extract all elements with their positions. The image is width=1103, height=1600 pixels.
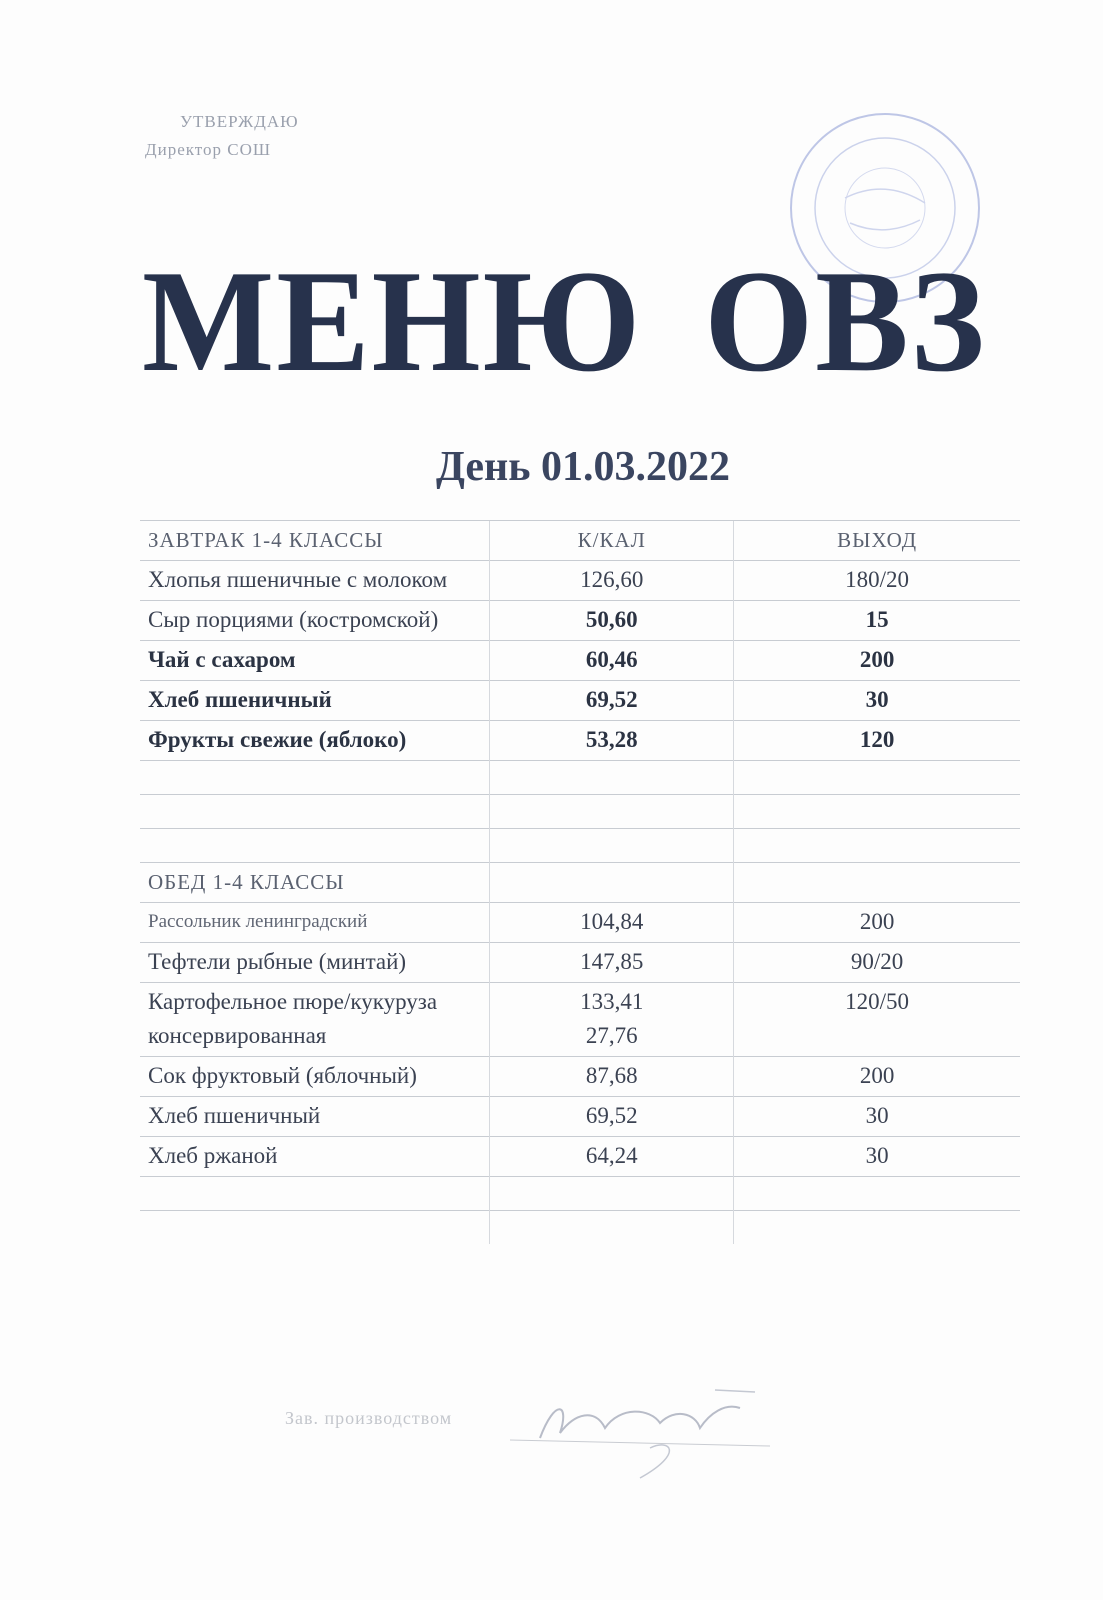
dish-kcal: 69,52 — [490, 1097, 734, 1137]
empty-row — [140, 1177, 1020, 1211]
dish-kcal: 64,24 — [490, 1137, 734, 1177]
dish-name: Рассольник ленинградский — [140, 903, 490, 943]
empty-row — [140, 795, 1020, 829]
dish-name: Тефтели рыбные (минтай) — [140, 943, 490, 983]
dish-name: Сок фруктовый (яблочный) — [140, 1057, 490, 1097]
signature-label: Зав. производством — [285, 1408, 453, 1428]
dish-name: Хлеб ржаной — [140, 1137, 490, 1177]
dish-kcal: 50,60 — [490, 601, 734, 641]
dish-yield: 200 — [734, 903, 1020, 943]
yield-header: ВЫХОД — [734, 521, 1020, 561]
table-row — [140, 641, 1020, 681]
table-row — [140, 721, 1020, 761]
table-row — [140, 601, 1020, 641]
empty-row — [140, 761, 1020, 795]
dish-kcal-potato: 133,41 — [580, 989, 644, 1014]
dish-name: Фрукты свежие (яблоко) — [140, 721, 490, 761]
dish-name: Картофельное пюре/кукуруза консервированная — [140, 983, 490, 1057]
page-title: МЕНЮ ОВЗ — [142, 240, 987, 402]
kcal-header: К/КАЛ — [490, 521, 734, 561]
dish-kcal: 87,68 — [490, 1057, 734, 1097]
dish-yield: 30 — [734, 1137, 1020, 1177]
breakfast-header-row — [140, 521, 1020, 561]
dish-kcal: 147,85 — [490, 943, 734, 983]
dish-yield: 90/20 — [734, 943, 1020, 983]
dish-yield: 15 — [734, 601, 1020, 641]
dish-name: Чай с сахаром — [140, 641, 490, 681]
table-row — [140, 943, 1020, 983]
dish-yield: 30 — [734, 681, 1020, 721]
lunch-header: ОБЕД 1-4 КЛАССЫ — [140, 863, 490, 903]
breakfast-header: ЗАВТРАК 1-4 КЛАССЫ — [140, 521, 490, 561]
dish-yield: 120 — [734, 721, 1020, 761]
dish-kcal: 104,84 — [490, 903, 734, 943]
table-row — [140, 1057, 1020, 1097]
dish-kcal: 60,46 — [490, 641, 734, 681]
table-row — [140, 903, 1020, 943]
approval-title: УТВЕРЖДАЮ — [180, 112, 299, 131]
dish-kcal: 53,28 — [490, 721, 734, 761]
dish-name: Хлопья пшеничные с молоком — [140, 561, 490, 601]
dish-yield: 30 — [734, 1097, 1020, 1137]
dish-kcal: 69,52 — [490, 681, 734, 721]
dish-name: Сыр порциями (костромской) — [140, 601, 490, 641]
dish-name: Хлеб пшеничный — [140, 681, 490, 721]
dish-yield: 180/20 — [734, 561, 1020, 601]
empty-row — [140, 1211, 1020, 1245]
dish-yield: 200 — [734, 641, 1020, 681]
lunch-header-row — [140, 863, 1020, 903]
dish-name: Хлеб пшеничный — [140, 1097, 490, 1137]
approval-block — [145, 108, 299, 164]
dish-kcal-corn: 27,76 — [585, 1023, 638, 1048]
table-row — [140, 1137, 1020, 1177]
table-row — [140, 983, 1020, 1057]
table-row — [140, 1097, 1020, 1137]
menu-table — [140, 520, 1020, 1244]
handwritten-signature-icon — [500, 1378, 790, 1488]
dish-yield: 120/50 — [734, 983, 1020, 1057]
dish-kcal: 126,60 — [490, 561, 734, 601]
table-row — [140, 681, 1020, 721]
dish-yield: 200 — [734, 1057, 1020, 1097]
approval-director: Директор СОШ — [145, 140, 271, 159]
table-row — [140, 561, 1020, 601]
dish-kcal — [490, 983, 734, 1057]
menu-date: День 01.03.2022 — [436, 444, 730, 490]
empty-row — [140, 829, 1020, 863]
